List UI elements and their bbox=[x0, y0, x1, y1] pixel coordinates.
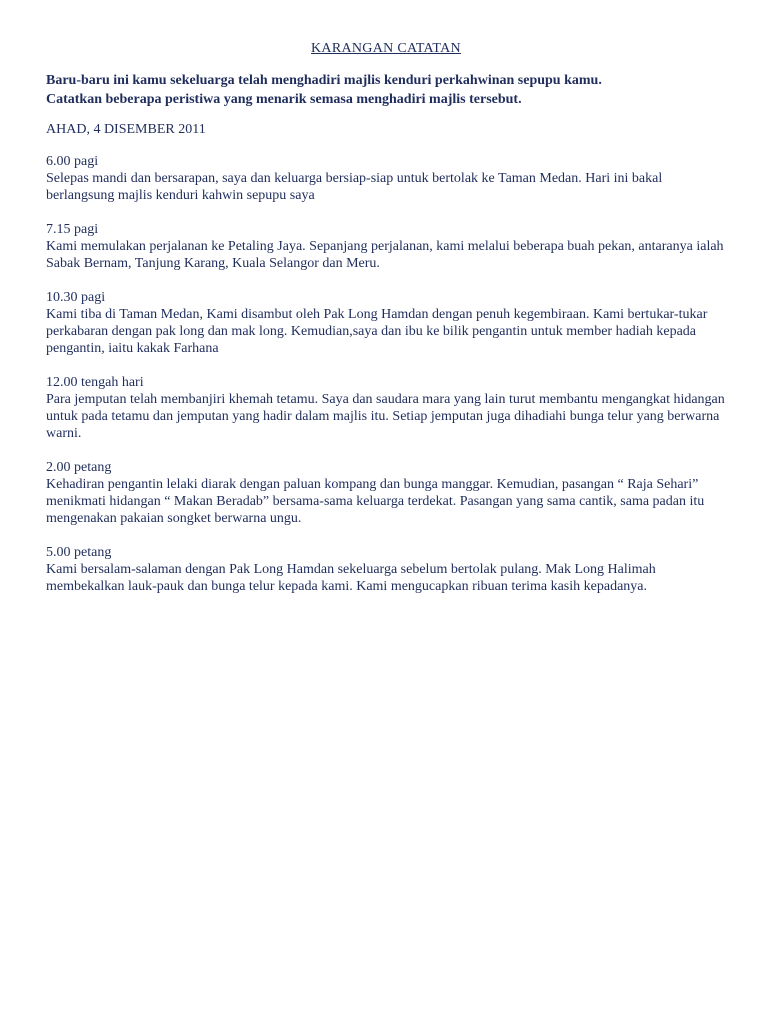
entry-text: Kami bersalam-salaman dengan Pak Long Hamdan sekeluarga sebelum bertolak pulang. Mak Long Halimah membekalkan lauk-pauk dan bunga telur kepada kami. Kami mengucapkan ribuan terima kasih kepadanya. bbox=[46, 562, 656, 594]
diary-entry bbox=[46, 289, 726, 357]
diary-entry bbox=[46, 544, 726, 595]
entry-text: Kehadiran pengantin lelaki diarak dengan paluan kompang dan bunga manggar. Kemudian, pasangan “ Raja Sehari” menikmati hidangan “ Makan Beradab” bersama-sama keluarga terdekat. Pasangan yang sama cantik, sama padan itu mengenakan pakaian songket berwarna ungu. bbox=[46, 477, 705, 526]
document-title: KARANGAN CATATAN bbox=[311, 41, 461, 56]
prompt-line-2: Catatkan beberapa peristiwa yang menarik semasa menghadiri majlis tersebut. bbox=[46, 92, 522, 107]
essay-prompt bbox=[46, 71, 726, 109]
entry-time: 7.15 pagi bbox=[46, 222, 99, 237]
diary-entry bbox=[46, 221, 726, 272]
diary-entry bbox=[46, 153, 726, 204]
entry-time: 10.30 pagi bbox=[46, 290, 106, 305]
entry-time: 2.00 petang bbox=[46, 460, 112, 475]
entry-time: 5.00 petang bbox=[46, 545, 112, 560]
entry-text: Kami memulakan perjalanan ke Petaling Jaya. Sepanjang perjalanan, kami melalui beberapa buah pekan, antaranya ialah Sabak Bernam, Tanjung Karang, Kuala Selangor dan Meru. bbox=[46, 239, 724, 271]
prompt-line-1: Baru-baru ini kamu sekeluarga telah menghadiri majlis kenduri perkahwinan sepupu kamu. bbox=[46, 73, 602, 88]
entry-text: Kami tiba di Taman Medan, Kami disambut oleh Pak Long Hamdan dengan penuh kegembiraan. Kami bertukar-tukar perkabaran dengan pak long dan mak long. Kemudian,saya dan ibu ke bilik pengantin untuk member hadiah kepada pengantin, iaitu kakak Farhana bbox=[46, 307, 708, 356]
entry-text: Para jemputan telah membanjiri khemah tetamu. Saya dan saudara mara yang lain turut membantu mengangkat hidangan untuk pada tetamu dan jemputan yang hadir dalam majlis itu. Setiap jemputan juga dihadiahi bunga telur yang berwarna warni. bbox=[46, 392, 725, 441]
document-content bbox=[46, 40, 726, 612]
diary-entry bbox=[46, 374, 726, 442]
diary-entry bbox=[46, 459, 726, 527]
entry-text: Selepas mandi dan bersarapan, saya dan keluarga bersiap-siap untuk bertolak ke Taman Medan. Hari ini bakal berlangsung majlis kenduri kahwin sepupu saya bbox=[46, 171, 663, 203]
entry-time: 6.00 pagi bbox=[46, 154, 99, 169]
entry-date: AHAD, 4 DISEMBER 2011 bbox=[46, 122, 206, 137]
entry-time: 12.00 tengah hari bbox=[46, 375, 144, 390]
